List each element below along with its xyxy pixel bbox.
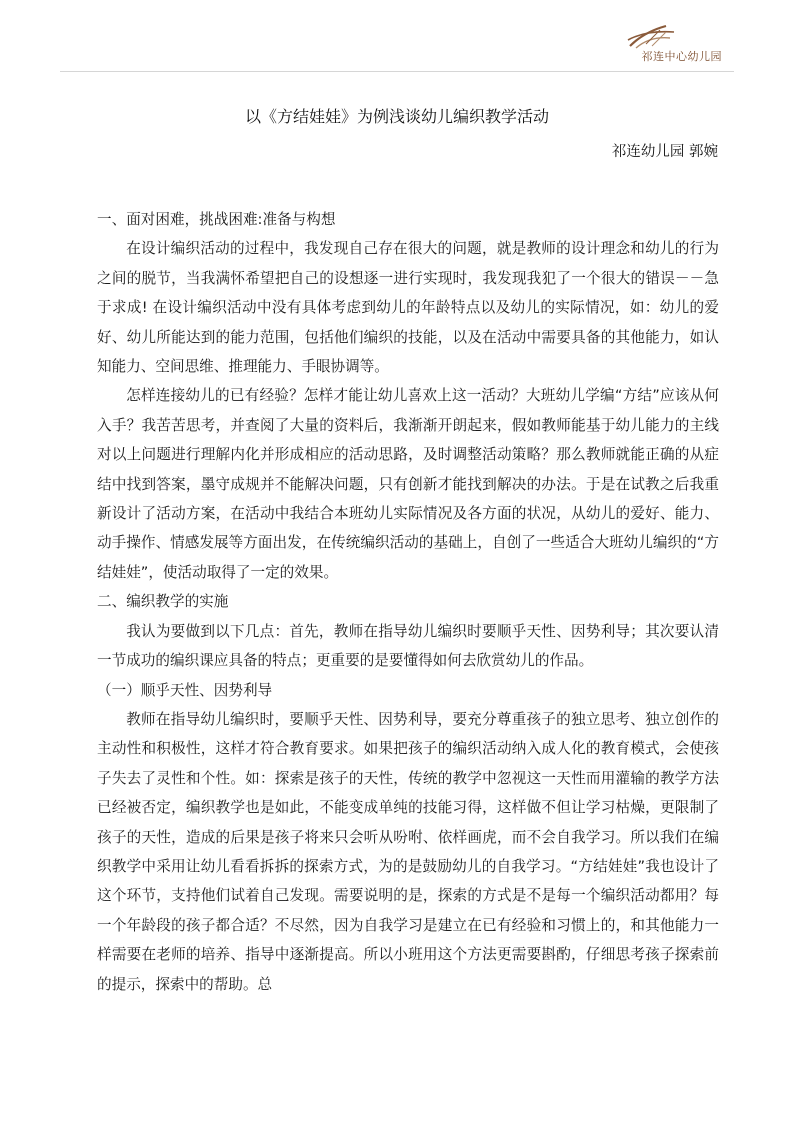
body-paragraph: 在设计编织活动的过程中，我发现自己存在很大的问题，就是教师的设计理念和幼儿的行为之间的脱节，当我满怀希望把自己的设想逐一进行实现时，我发现我犯了一个很大的错误－－急于求成! 在设计编织活动中没有具体考虑到幼儿的年龄特点以及幼儿的实际情况，如：幼儿的爱好、幼儿所能达到的能力范围，包括他们编织的技能，以及在活动中需要具备的其他能力，如认知能力、空间思维、推理能力、手眼协调等。	[97, 240, 719, 376]
document-body	[97, 205, 719, 999]
school-logo	[582, 22, 722, 66]
body-paragraph: 教师在指导幼儿编织时，要顺乎天性、因势利导，要充分尊重孩子的独立思考、独立创作的主动性和积极性，这样才符合教育要求。如果把孩子的编织活动纳入成人化的教育模式，会使孩子失去了灵性和个性。如：探索是孩子的天性，传统的教学中忽视这一天性而用灌输的教学方法已经被否定，编织教学也是如此，不能变成单纯的技能习得，这样做不但让学习枯燥，更限制了孩子的天性，造成的后果是孩子将来只会听从吩咐、依样画虎，而不会自我学习。所以我们在编织教学中采用让幼儿看看拆拆的探索方式，为的是鼓励幼儿的自我学习。“方结娃娃”我也设计了这个环节，支持他们试着自己发现。需要说明的是，探索的方式是不是每一个编织活动都用？每一个年龄段的孩子都合适？不尽然，因为自我学习是建立在已有经验和习惯上的，和其他能力一样需要在老师的培养、指导中逐渐提高。所以小班用这个方法更需要斟酌，仔细思考孩子探索前的提示，探索中的帮助。总	[97, 710, 719, 993]
logo-text: 祁连中心幼儿园	[641, 50, 722, 63]
document-title: 以《方结娃娃》为例浅谈幼儿编织教学活动	[244, 107, 549, 126]
section-heading: 二、编织教学的实施	[97, 593, 229, 611]
subsection-heading: （一）顺乎天性、因势利导	[97, 681, 273, 699]
header-divider	[60, 71, 734, 72]
document-author: 祁连幼儿园 郭婉	[611, 144, 718, 160]
body-paragraph: 怎样连接幼儿的已有经验？怎样才能让幼儿喜欢上这一活动？大班幼儿学编“方结”应该从何入手？我苦苦思考，并查阅了大量的资料后，我渐渐开朗起来，假如教师能基于幼儿能力的主线对以上问题进行理解内化并形成相应的活动思路，及时调整活动策略？那么教师就能正确的从症结中找到答案，墨守成规并不能解决问题，只有创新才能找到解决的办法。于是在试教之后我重新设计了活动方案，在活动中我结合本班幼儿实际情况及各方面的状况，从幼儿的爱好、能力、动手操作、情感发展等方面出发，在传统编织活动的基础上，自创了一些适合大班幼儿编织的“方结娃娃”，使活动取得了一定的效果。	[97, 387, 719, 581]
section-heading: 一、面对困难，挑战困难:准备与构想	[97, 211, 336, 228]
body-paragraph: 我认为要做到以下几点：首先，教师在指导幼儿编织时要顺乎天性、因势利导；其次要认清一节成功的编织课应具备的特点；更重要的是要懂得如何去欣赏幼儿的作品。	[97, 622, 719, 670]
